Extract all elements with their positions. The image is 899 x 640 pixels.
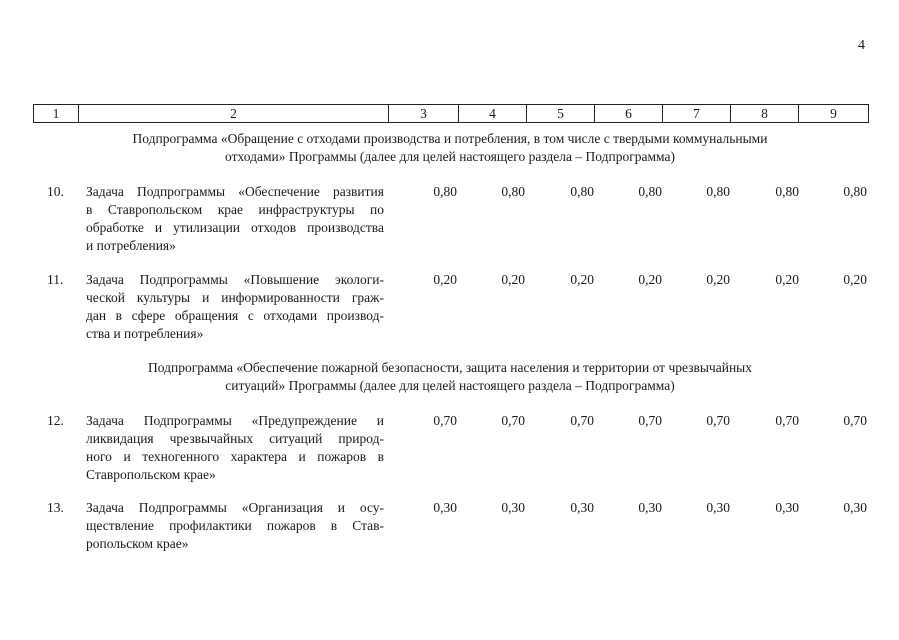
column-header-2: 2 bbox=[79, 105, 389, 123]
column-header-6: 6 bbox=[595, 105, 663, 123]
task-number: 13. bbox=[47, 500, 64, 515]
task-text-line: ства и потребления» bbox=[86, 326, 204, 341]
task-text-line: Задача Подпрограммы «Организация и осу- bbox=[86, 500, 384, 515]
task-text-line: ропольском крае» bbox=[86, 536, 189, 551]
task-value-col4: 0,70 bbox=[501, 413, 525, 428]
task-value-col9: 0,30 bbox=[843, 500, 867, 515]
task-value-col7: 0,80 bbox=[706, 184, 730, 199]
task-number: 12. bbox=[47, 413, 64, 428]
task-value-col5: 0,30 bbox=[570, 500, 594, 515]
task-text-line: ществление профилактики пожаров в Став- bbox=[86, 518, 384, 533]
task-text-line: ческой культуры и информированности граж- bbox=[86, 290, 384, 305]
task-description bbox=[86, 412, 384, 484]
task-description bbox=[86, 183, 384, 255]
section-title bbox=[70, 359, 830, 395]
task-description bbox=[86, 271, 384, 343]
section-title-line: ситуаций» Программы (далее для целей настоящего раздела – Подпрограмма) bbox=[225, 378, 675, 393]
task-value-col4: 0,20 bbox=[501, 272, 525, 287]
task-value-col4: 0,80 bbox=[501, 184, 525, 199]
page-number: 4 bbox=[858, 38, 865, 53]
task-value-col3: 0,30 bbox=[433, 500, 457, 515]
section-title-line: Подпрограмма «Обращение с отходами производства и потребления, в том числе с твердыми коммунальными bbox=[132, 131, 768, 146]
column-header-3: 3 bbox=[389, 105, 459, 123]
column-header-1: 1 bbox=[34, 105, 79, 123]
task-text-line: Ставропольском крае» bbox=[86, 467, 216, 482]
task-description bbox=[86, 499, 384, 553]
task-value-col6: 0,80 bbox=[638, 184, 662, 199]
task-value-col9: 0,70 bbox=[843, 413, 867, 428]
section-title-line: отходами» Программы (далее для целей настоящего раздела – Подпрограмма) bbox=[225, 149, 675, 164]
column-header-9: 9 bbox=[799, 105, 869, 123]
task-text-line: дан в сфере обращения с отходами производ- bbox=[86, 308, 384, 323]
section-title bbox=[70, 130, 830, 166]
task-value-col5: 0,70 bbox=[570, 413, 594, 428]
task-value-col6: 0,70 bbox=[638, 413, 662, 428]
task-text-line: Задача Подпрограммы «Предупреждение и bbox=[86, 413, 384, 428]
task-text-line: Задача Подпрограммы «Повышение экологи- bbox=[86, 272, 384, 287]
task-text-line: ного и техногенного характера и пожаров в bbox=[86, 449, 384, 464]
task-value-col8: 0,30 bbox=[775, 500, 799, 515]
task-text-line: ликвидация чрезвычайных ситуаций природ- bbox=[86, 431, 384, 446]
column-header-5: 5 bbox=[527, 105, 595, 123]
task-value-col7: 0,70 bbox=[706, 413, 730, 428]
task-text-line: и потребления» bbox=[86, 238, 176, 253]
task-value-col8: 0,80 bbox=[775, 184, 799, 199]
task-value-col7: 0,20 bbox=[706, 272, 730, 287]
task-value-col4: 0,30 bbox=[501, 500, 525, 515]
task-number: 11. bbox=[47, 272, 64, 287]
task-text-line: обработке и утилизации отходов производства bbox=[86, 220, 384, 235]
task-value-col9: 0,20 bbox=[843, 272, 867, 287]
task-value-col5: 0,80 bbox=[570, 184, 594, 199]
task-value-col3: 0,70 bbox=[433, 413, 457, 428]
task-value-col3: 0,20 bbox=[433, 272, 457, 287]
task-value-col8: 0,20 bbox=[775, 272, 799, 287]
column-number-header bbox=[33, 104, 869, 123]
column-header-8: 8 bbox=[731, 105, 799, 123]
task-value-col6: 0,30 bbox=[638, 500, 662, 515]
column-header-7: 7 bbox=[663, 105, 731, 123]
column-header-4: 4 bbox=[459, 105, 527, 123]
task-value-col8: 0,70 bbox=[775, 413, 799, 428]
task-value-col3: 0,80 bbox=[433, 184, 457, 199]
task-value-col9: 0,80 bbox=[843, 184, 867, 199]
task-text-line: Задача Подпрограммы «Обеспечение развития bbox=[86, 184, 384, 199]
task-text-line: в Ставропольском крае инфраструктуры по bbox=[86, 202, 384, 217]
section-title-line: Подпрограмма «Обеспечение пожарной безопасности, защита населения и территории от чрезвычайных bbox=[148, 360, 752, 375]
task-value-col6: 0,20 bbox=[638, 272, 662, 287]
task-value-col7: 0,30 bbox=[706, 500, 730, 515]
task-number: 10. bbox=[47, 184, 64, 199]
task-value-col5: 0,20 bbox=[570, 272, 594, 287]
